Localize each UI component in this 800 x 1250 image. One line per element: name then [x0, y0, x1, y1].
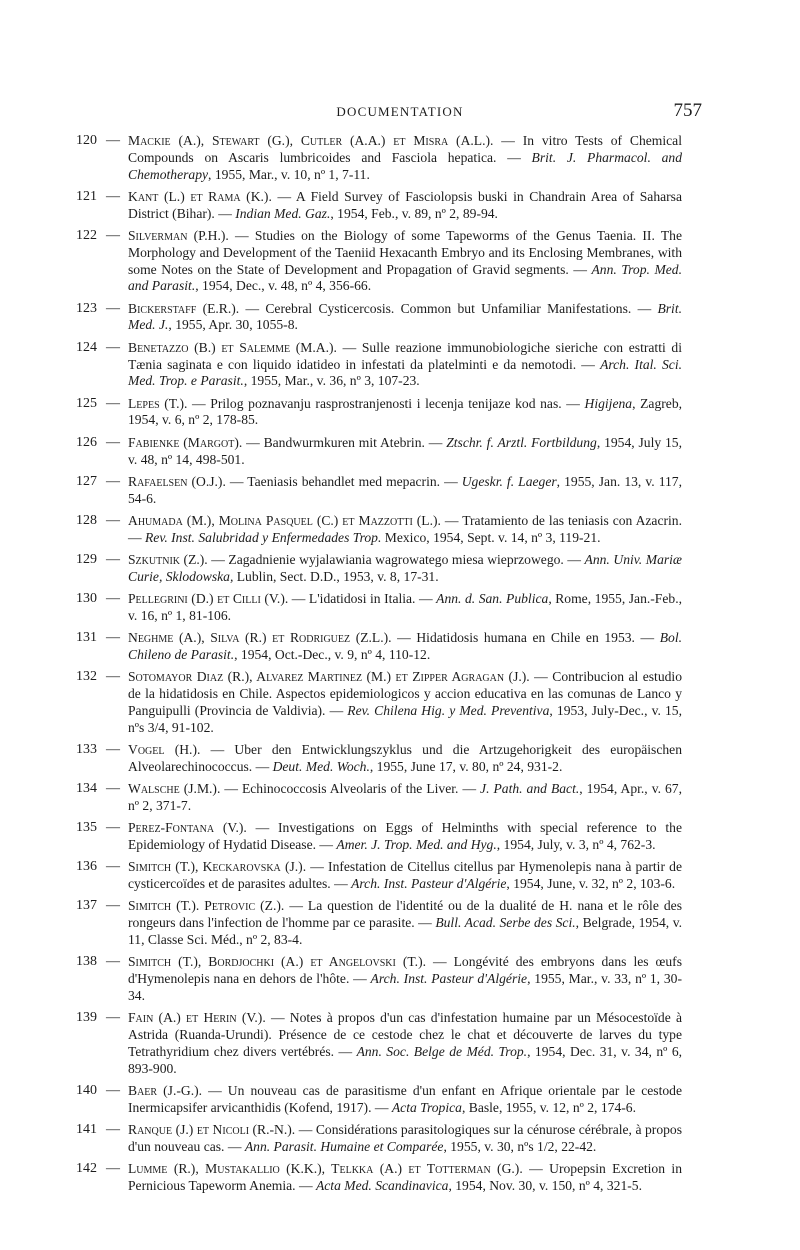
entry-authors: Fain (A.) et Herin (V.). — [128, 1010, 266, 1026]
entry-details: , 1955, v. 30, nºs 1/2, 22-42. — [443, 1138, 597, 1154]
entry-journal: Bull. Acad. Serbe des Sci. — [435, 915, 576, 931]
entry-title: Echinococcosis Alveolaris of the Liver. — [241, 781, 459, 797]
entry-citation: Lepes (T.). — Prilog poznavanju rasprostranjenosti i lecenja tenijaze kod nas. — Higijena, Zagreb, 1954, v. 6, nº 2, 178-85. — [128, 395, 683, 428]
entry-dash: — — [106, 669, 120, 685]
entry-authors: Ranque (J.) et Nicoli (R.-N.). — [128, 1121, 296, 1137]
entry-number: 126 — [76, 434, 97, 450]
entry-authors: Bickerstaff (E.R.). — [128, 300, 240, 316]
entry-citation: Sotomayor Diaz (R.), Alvarez Martinez (M.) et Zipper Agragan (J.). — Contribucion al estudio de la hidatidosis en Chile. Aspectos epidemiologicos y accion educativa en las comunas de Lanco y Panguipulli (Provincia de Valdivia). — Rev. Chilena Hig. y Med. Preventiva, 1953, July-Dec., v. 15, nºs 3/4, 91-102. — [128, 669, 683, 735]
entry-authors: Sotomayor Diaz (R.), Alvarez Martinez (M.) et Zipper Agragan (J.). — [128, 669, 530, 685]
entry-dash: — — [106, 434, 120, 450]
entry-details: , 1955, Mar., v. 33, nº 1, 30-34. — [128, 971, 683, 1003]
entry-title: Considérations parasitologiques sur la cénurose cérébrale, à propos d'un nouveau cas. — [128, 1121, 683, 1154]
bibliography-entry — [76, 340, 682, 390]
entry-citation: Fabienke (Margot). — Bandwurmkuren mit Atebrin. — Ztschr. f. Arztl. Fortbildung, 1954, July 15, v. 48, nº 14, 498-501. — [128, 434, 682, 467]
bibliography-entry — [76, 396, 682, 430]
entry-authors: Vogel (H.). — [128, 742, 201, 757]
entry-dash: — — [106, 1161, 120, 1177]
entry-dash: — — [106, 339, 120, 355]
entry-title: Uropepsin Excretion in Pernicious Tapeworm Anemia. — [128, 1161, 682, 1193]
entry-number: 139 — [76, 1010, 97, 1026]
entry-journal: Acta Tropica — [391, 1099, 462, 1115]
entry-dash: — — [106, 1082, 120, 1098]
entry-citation: Baer (J.-G.). — Un nouveau cas de parasitisme d'un enfant en Afrique orientale par le cestode Inermicapsifer arvicanthidis (Kofend, 1917). — Acta Tropica, Basle, 1955, v. 12, nº 2, 174-6. — [128, 1082, 682, 1115]
entry-dash: — — [106, 512, 120, 528]
entry-number: 138 — [76, 954, 97, 970]
entry-dash: — — [106, 552, 120, 568]
bibliography-entry — [76, 228, 682, 295]
entry-journal: Ann. d. San. Publica — [436, 591, 549, 607]
entry-journal: Brit. J. Pharmacol. and Chemotherapy — [128, 149, 682, 182]
entry-citation: Perez-Fontana (V.). — Investigations on Eggs of Helminths with special reference to the Epidemiology of Hydatid Disease. — Amer. J. Trop. Med. and Hyg., 1954, July, v. 3, nº 4, 762-3. — [128, 820, 683, 852]
entry-dash: — — [106, 820, 120, 836]
entry-number: 129 — [76, 552, 97, 568]
entry-number: 132 — [76, 669, 97, 685]
bibliography-entry — [76, 669, 682, 736]
entry-details: , 1954, Apr., v. 67, nº 2, 371-7. — [128, 781, 683, 813]
bibliography-entry — [76, 742, 682, 776]
entry-journal: Arch. Ital. Sci. Med. Trop. e Parasit. — [128, 356, 682, 389]
bibliography-entry — [76, 189, 682, 223]
entry-dash: — — [106, 898, 120, 914]
entry-authors: Baer (J.-G.). — [128, 1082, 203, 1098]
entry-journal: Ann. Parasit. Humaine et Comparée — [244, 1138, 444, 1154]
entry-title: Tratamiento de las teniasis con Azacrin. — [462, 512, 682, 528]
entry-authors: Pellegrini (D.) et Cilli (V.). — [128, 591, 289, 607]
bibliography-entry — [76, 820, 682, 854]
entry-details: , Rome, 1955, Jan.-Feb., v. 16, nº 1, 81-106. — [128, 591, 682, 623]
entry-citation: Lumme (R.), Mustakallio (K.K.), Telkka (A.) et Totterman (G.). — Uropepsin Excretion in Pernicious Tapeworm Anemia. — Acta Med. Scandinavica, 1954, Nov. 30, v. 150, nº 4, 321-5. — [128, 1161, 682, 1193]
entry-citation: Ranque (J.) et Nicoli (R.-N.). — Considérations parasitologiques sur la cénurose cérébrale, à propos d'un nouveau cas. — Ann. Parasit. Humaine et Comparée, 1955, v. 30, nºs 1/2, 22-42. — [128, 1121, 683, 1154]
bibliography-entry — [76, 954, 682, 1004]
bibliography-entry — [76, 133, 682, 183]
entry-citation: Ahumada (M.), Molina Pasquel (C.) et Mazzotti (L.). — Tratamiento de las teniasis con Azacrin. — Rev. Inst. Salubridad y Enfermedades Trop. Mexico, 1954, Sept. v. 14, nº 3, 119-21. — [128, 512, 682, 545]
entry-authors: Simitch (T.), Bordjochki (A.) et Angelovski (T.). — [128, 954, 426, 970]
entry-journal: J. Path. and Bact. — [480, 781, 580, 797]
entry-dash: — — [106, 395, 120, 411]
bibliography-entry — [76, 474, 682, 508]
entry-number: 122 — [76, 227, 97, 243]
running-title: DOCUMENTATION — [336, 104, 464, 119]
entry-citation: Neghme (A.), Silva (R.) et Rodriguez (Z.L.). — Hidatidosis humana en Chile en 1953. — Bol. Chileno de Parasit., 1954, Oct.-Dec., v. 9, nº 4, 110-12. — [128, 630, 683, 663]
entry-number: 127 — [76, 473, 97, 489]
entry-citation: Rafaelsen (O.J.). — Taeniasis behandlet med mepacrin. — Ugeskr. f. Laeger, 1955, Jan. 13, v. 117, 54-6. — [128, 473, 682, 506]
entry-title: Prilog poznavanju rasprostranjenosti i lecenja tenijaze kod nas. — [210, 395, 562, 411]
entry-citation: Kant (L.) et Rama (K.). — A Field Survey of Fasciolopsis buski in Chandrain Area of Saharsa District (Bihar). — Indian Med. Gaz., 1954, Feb., v. 89, nº 2, 89-94. — [128, 188, 682, 221]
entry-citation: Bickerstaff (E.R.). — Cerebral Cysticercosis. Common but Unfamiliar Manifestations. — Brit. Med. J., 1955, Apr. 30, 1055-8. — [128, 300, 682, 333]
bibliography-entry — [76, 513, 682, 547]
entry-journal: Rev. Chilena Hig. y Med. Preventiva — [347, 702, 550, 718]
entry-authors: Simitch (T.), Keckarovska (J.). — [128, 859, 307, 875]
running-head — [0, 98, 800, 128]
entry-authors: Ahumada (M.), Molina Pasquel (C.) et Mazzotti (L.). — [128, 512, 441, 528]
entry-details: Lublin, Sect. D.D., 1953, v. 8, 17-31. — [233, 568, 439, 584]
entry-dash: — — [106, 473, 120, 489]
entry-title: Notes à propos d'un cas d'infestation humaine par un Mésocestoïde à Astrida (Ruanda-Urundi). Présence de ce cestode chez le chat et découverte de larves du type Tetrathyridium chez divers vertébrés. — [128, 1010, 683, 1059]
entry-journal: Amer. J. Trop. Med. and Hyg. — [336, 836, 497, 852]
entry-title: Taeniasis behandlet med mepacrin. — [247, 473, 441, 489]
bibliography-entry — [76, 301, 682, 335]
bibliography-entry — [76, 630, 682, 664]
entry-number: 137 — [76, 898, 97, 914]
entry-authors: Fabienke (Margot). — [128, 434, 243, 450]
entry-number: 125 — [76, 395, 97, 411]
entry-number: 120 — [76, 133, 97, 148]
entry-number: 135 — [76, 820, 97, 836]
entry-journal: Ann. Soc. Belge de Méd. Trop. — [356, 1043, 528, 1059]
entry-journal: Ann. Trop. Med. and Parasit. — [128, 261, 683, 294]
entry-number: 123 — [76, 300, 97, 316]
entry-citation: Pellegrini (D.) et Cilli (V.). — L'idatidosi in Italia. — Ann. d. San. Publica, Rome, 1955, Jan.-Feb., v. 16, nº 1, 81-106. — [128, 591, 682, 623]
entry-citation: Simitch (T.), Bordjochki (A.) et Angelovski (T.). — Longévité des embryons dans les œufs d'Hymenolepis nana en dehors de l'hôte. — Arch. Inst. Pasteur d'Algérie, 1955, Mar., v. 33, nº 1, 30-34. — [128, 954, 683, 1003]
entry-dash: — — [106, 630, 120, 646]
entry-journal: Bol. Chileno de Parasit. — [128, 630, 683, 663]
entry-details: , 1954, Nov. 30, v. 150, nº 4, 321-5. — [448, 1177, 642, 1193]
entry-details: , 1954, July, v. 3, nº 4, 762-3. — [496, 836, 656, 852]
entry-dash: — — [106, 781, 120, 797]
bibliography-entry — [76, 1083, 682, 1117]
entry-dash: — — [106, 591, 120, 607]
entry-journal: Arch. Inst. Pasteur d'Algérie — [370, 971, 528, 987]
bibliography-entry — [76, 859, 682, 893]
entry-details: , 1954, July 15, v. 48, nº 14, 498-501. — [128, 434, 682, 467]
entry-dash: — — [106, 300, 120, 316]
bibliography-entry — [76, 1122, 682, 1156]
page-number: 757 — [673, 100, 702, 121]
bibliography-entry — [76, 1010, 682, 1077]
entry-title: Bandwurmkuren mit Atebrin. — [263, 434, 425, 450]
entry-authors: Rafaelsen (O.J.). — [128, 473, 226, 489]
entry-dash: — — [106, 1121, 120, 1137]
entry-authors: Silverman (P.H.). — [128, 227, 229, 243]
entry-journal: Brit. Med. J. — [128, 300, 682, 333]
entry-citation: Simitch (T.), Keckarovska (J.). — Infestation de Citellus citellus par Hymenolepis nana à partir de cysticercoïdes et de parasites adultes. — Arch. Inst. Pasteur d'Algérie, 1954, June, v. 32, nº 2, 103-6. — [128, 859, 682, 892]
entry-citation: Simitch (T.). Petrovic (Z.). — La question de l'identité ou de la dualité de H. nana et le rôle des rongeurs dans l'infection de l'homme par ce parasite. — Bull. Acad. Serbe des Sci., Belgrade, 1954, v. 11, Classe Sci. Méd., nº 2, 83-4. — [128, 898, 683, 947]
entry-journal: Ztschr. f. Arztl. Fortbildung — [446, 434, 597, 450]
entry-dash: — — [106, 742, 120, 757]
bibliography-entry — [76, 552, 682, 586]
entry-details: , 1955, Jan. 13, v. 117, 54-6. — [128, 473, 682, 506]
entry-title: Cerebral Cysticercosis. Common but Unfamiliar Manifestations. — [265, 300, 632, 316]
bibliography-entry — [76, 591, 682, 625]
entry-number: 134 — [76, 781, 97, 797]
entry-authors: Mackie (A.), Stewart (G.), Cutler (A.A.) et Misra (A.L.). — [128, 133, 494, 148]
entry-journal: Indian Med. Gaz. — [235, 205, 331, 221]
entry-authors: Walsche (J.M.). — [128, 781, 221, 797]
entry-details: , 1955, Apr. 30, 1055-8. — [168, 317, 298, 333]
entry-dash: — — [106, 188, 120, 204]
entry-citation: Silverman (P.H.). — Studies on the Biology of some Tapeworms of the Genus Taenia. II. The Morphology and Development of the Taeniid Hexacanth Embryo and its Enclosing Membranes, with some Notes on the State of Development and Propagation of Gravid segments. — Ann. Trop. Med. and Parasit., 1954, Dec., v. 48, nº 4, 356-66. — [128, 227, 683, 294]
bibliography-entry — [76, 781, 682, 815]
entry-journal: Rev. Inst. Salubridad y Enfermedades Trop. — [145, 529, 382, 545]
entry-citation: Fain (A.) et Herin (V.). — Notes à propos d'un cas d'infestation humaine par un Mésocestoïde à Astrida (Ruanda-Urundi). Présence de ce cestode chez le chat et découverte de larves du type Tetrathyridium chez divers vertébrés. — Ann. Soc. Belge de Méd. Trop., 1954, Dec. 31, v. 34, nº 6, 893-900. — [128, 1010, 683, 1076]
entry-dash: — — [106, 859, 120, 875]
entry-citation: Mackie (A.), Stewart (G.), Cutler (A.A.) et Misra (A.L.). — In vitro Tests of Chemical Compounds on Ascaris lumbricoides and Fasciola hepatica. — Brit. J. Pharmacol. and Chemotherapy, 1955, Mar., v. 10, nº 1, 7-11. — [128, 133, 682, 182]
entry-title: In vitro Tests of Chemical Compounds on Ascaris lumbricoides and Fasciola hepatica. — [128, 133, 682, 165]
entry-number: 130 — [76, 591, 97, 607]
entry-details: , 1954, Oct.-Dec., v. 9, nº 4, 110-12. — [234, 647, 431, 663]
entry-title: Uber den Entwicklungszyklus und die Artzugehorigkeit des europäischen Alveolarechinococcus. — [128, 742, 682, 774]
entry-details: , Zagreb, 1954, v. 6, nº 2, 178-85. — [128, 395, 683, 428]
entry-title: Longévité des embryons dans les œufs d'Hymenolepis nana en dehors de l'hôte. — [128, 954, 682, 987]
entry-details: , 1954, Dec., v. 48, nº 4, 356-66. — [195, 278, 372, 294]
entry-citation: Szkutnik (Z.). — Zagadnienie wyjalawiania wagrowatego miesa wieprzowego. — Ann. Univ. Mariæ Curie, Sklodowska, Lublin, Sect. D.D., 1953, v. 8, 17-31. — [128, 552, 682, 584]
entry-number: 136 — [76, 859, 97, 875]
entry-details: , 1954, Dec. 31, v. 34, nº 6, 893-900. — [128, 1043, 683, 1076]
entry-title: Contribucion al estudio de la hidatidosis en Chile. Aspectos epidemiologicos y accion educativa en las comunas de Lanco y Panguipulli (Provincia de Valdivia). — [128, 669, 683, 718]
entry-authors: Neghme (A.), Silva (R.) et Rodriguez (Z.L.). — [128, 630, 392, 646]
entry-title: Studies on the Biology of some Tapeworms of the Genus Taenia. II. The Morphology and Development of the Taeniid Hexacanth Embryo and its Enclosing Membranes, with some Notes on the State of Development and Propagation of Gravid segments. — [128, 227, 682, 277]
entry-number: 133 — [76, 742, 97, 757]
entry-number: 124 — [76, 339, 97, 355]
entry-details: , 1955, Mar., v. 10, nº 1, 7-11. — [208, 166, 370, 182]
entry-details: , 1955, Mar., v. 36, nº 3, 107-23. — [243, 373, 420, 389]
entry-number: 128 — [76, 512, 97, 528]
entry-journal: Acta Med. Scandinavica — [315, 1177, 449, 1193]
entry-authors: Kant (L.) et Rama (K.). — [128, 188, 272, 204]
entry-title: A Field Survey of Fasciolopsis buski in Chandrain Area of Saharsa District (Bihar). — [128, 188, 682, 221]
entry-details: , 1953, July-Dec., v. 15, nºs 3/4, 91-102. — [128, 702, 682, 735]
entry-details: , Basle, 1955, v. 12, nº 2, 174-6. — [461, 1099, 636, 1115]
entry-journal: Ann. Univ. Mariæ Curie, Sklodowska, — [128, 552, 682, 584]
entry-authors: Lepes (T.). — [128, 395, 188, 411]
entry-title: Sulle reazione immunobiologiche sieriche con estratti di Tænia saginata e con liquido idatideo in infestati da platelminti e da nemotodi. — [128, 339, 682, 372]
entry-title: Investigations on Eggs of Helminths with special reference to the Epidemiology of Hydatid Disease. — [128, 820, 683, 852]
entry-authors: Benetazzo (B.) et Salemme (M.A.). — [128, 339, 337, 355]
entry-details: , 1954, Feb., v. 89, nº 2, 89-94. — [330, 205, 498, 221]
entry-authors: Lumme (R.), Mustakallio (K.K.), Telkka (A.) et Totterman (G.). — [128, 1161, 523, 1177]
entry-citation: Vogel (H.). — Uber den Entwicklungszyklus und die Artzugehorigkeit des europäischen Alveolarechinococcus. — Deut. Med. Woch., 1955, June 17, v. 80, nº 24, 931-2. — [128, 742, 682, 774]
entry-title: L'idatidosi in Italia. — [308, 591, 416, 607]
entry-details: , 1955, June 17, v. 80, nº 24, 931-2. — [369, 758, 563, 774]
entry-dash: — — [106, 227, 120, 243]
entry-number: 131 — [76, 630, 97, 646]
entry-journal: Ugeskr. f. Laeger — [461, 473, 557, 489]
entry-journal: Deut. Med. Woch. — [272, 758, 370, 774]
entry-authors: Perez-Fontana (V.). — [128, 820, 247, 836]
entry-citation: Walsche (J.M.). — Echinococcosis Alveolaris of the Liver. — J. Path. and Bact., 1954, Apr., v. 67, nº 2, 371-7. — [128, 781, 683, 813]
entry-authors: Szkutnik (Z.). — [128, 552, 208, 568]
entry-number: 141 — [76, 1121, 97, 1137]
entry-number: 142 — [76, 1161, 97, 1177]
entry-title: Un nouveau cas de parasitisme d'un enfant en Afrique orientale par le cestode Inermicapsifer arvicanthidis (Kofend, 1917). — [128, 1082, 682, 1115]
bibliography-entry — [76, 435, 682, 469]
entry-title: Hidatidosis humana en Chile en 1953. — [416, 630, 635, 646]
entry-journal: Arch. Inst. Pasteur d'Algérie — [351, 876, 507, 892]
entry-details: Mexico, 1954, Sept. v. 14, nº 3, 119-21. — [381, 529, 601, 545]
bibliography-list — [76, 133, 682, 1200]
entry-title: La question de l'identité ou de la dualité de H. nana et le rôle des rongeurs dans l'infection de l'homme par ce parasite. — [128, 898, 682, 931]
entry-citation: Benetazzo (B.) et Salemme (M.A.). — Sulle reazione immunobiologiche sieriche con estratti di Tænia saginata e con liquido idatideo in infestati da platelminti e da nemotodi. — Arch. Ital. Sci. Med. Trop. e Parasit., 1955, Mar., v. 36, nº 3, 107-23. — [128, 339, 682, 389]
entry-number: 140 — [76, 1082, 97, 1098]
entry-details: , 1954, June, v. 32, nº 2, 103-6. — [506, 876, 676, 892]
entry-title: Infestation de Citellus citellus par Hymenolepis nana à partir de cysticercoïdes et de parasites adultes. — [128, 859, 682, 892]
bibliography-entry — [76, 1161, 682, 1195]
entry-journal: Higijena — [584, 395, 633, 411]
entry-dash: — — [106, 1010, 120, 1026]
bibliography-entry — [76, 898, 682, 948]
entry-title: Zagadnienie wyjalawiania wagrowatego miesa wieprzowego. — [228, 552, 564, 568]
entry-dash: — — [106, 954, 120, 970]
entry-details: , Belgrade, 1954, v. 11, Classe Sci. Méd., nº 2, 83-4. — [128, 915, 683, 947]
entry-authors: Simitch (T.). Petrovic (Z.). — [128, 898, 285, 914]
entry-number: 121 — [76, 188, 97, 204]
entry-dash: — — [106, 133, 120, 148]
